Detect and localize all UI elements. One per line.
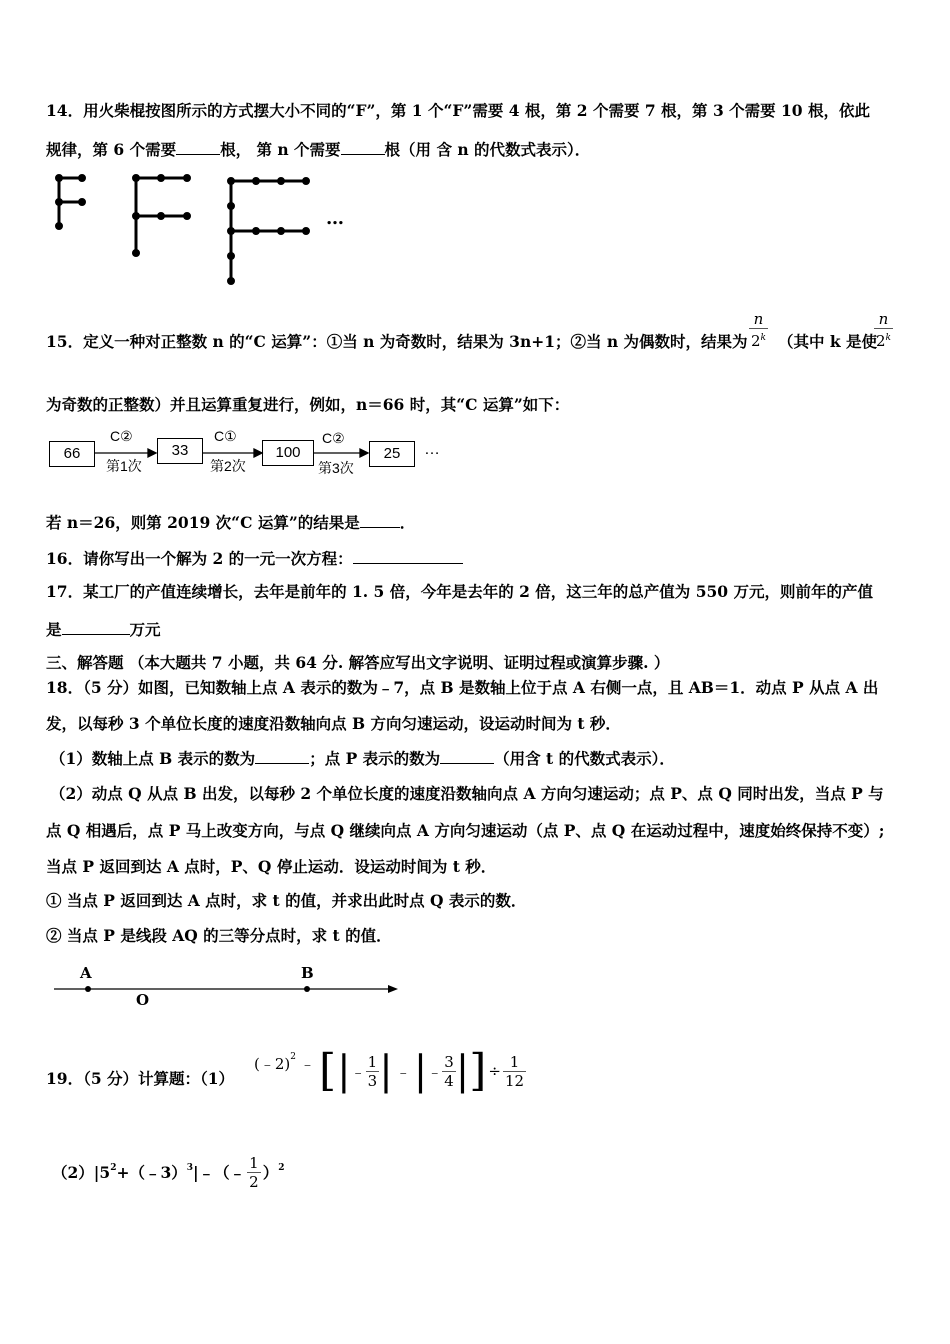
q18-line1: 18．（5 分）如图，已知数轴上点 A 表示的数为﹣7，点 B 是数轴上位于点 A 右侧一点，且 AB＝1．动点 P 从点 A 出: [46, 678, 879, 697]
f3-den: 12: [505, 1071, 525, 1090]
point-a-dot: [85, 986, 91, 992]
q18-line5: 点 Q 相遇后，点 P 马上改变方向，与点 Q 继续向点 A 方向匀速运动（点 P、点 Q 在运动过程中，速度始终保持不变）;: [46, 821, 885, 840]
q18-line8: ② 当点 P 是线段 AQ 的三等分点时，求 t 的值．: [46, 926, 392, 945]
part2-d: ）: [262, 1162, 279, 1182]
point-b-dot: [304, 986, 310, 992]
part2-b: +（﹣3）: [116, 1162, 187, 1182]
part2-exp1: 2: [110, 1162, 117, 1173]
q15-line3: [46, 512, 415, 533]
half-den: 2: [249, 1173, 259, 1191]
fraction-1-3: [366, 1053, 380, 1090]
frac-exponent: k: [885, 333, 892, 343]
abs-bar-1: |: [337, 1048, 351, 1094]
abs-bar-4: |: [455, 1048, 470, 1094]
right-bracket: ]: [469, 1045, 487, 1096]
flow-box-1: 66: [49, 441, 95, 467]
abs-bar-3: |: [413, 1048, 428, 1094]
label-o: O: [136, 991, 150, 1009]
frac-numerator: n: [753, 310, 764, 328]
fraction-1-12: [503, 1053, 526, 1090]
frac-denominator: 2: [876, 332, 886, 350]
left-bracket: [: [319, 1045, 337, 1096]
expr-minus-1: ﹣: [299, 1054, 315, 1073]
flow-op-2: C①: [214, 428, 237, 444]
answer-blank-b[interactable]: [255, 748, 309, 764]
q18-line3-part1: （1）数轴上点 B 表示的数为: [50, 749, 256, 768]
q15-line1-part2: （其中 k 是使: [778, 332, 878, 351]
expr-divide: ÷: [488, 1062, 501, 1080]
expr-base: (﹣2): [254, 1054, 291, 1073]
q17-line2: [46, 619, 161, 640]
f-figures-ellipsis: …: [326, 208, 344, 229]
frac-exponent: k: [760, 333, 767, 343]
part2-a: （2）|5: [52, 1162, 111, 1182]
f2-den: 4: [444, 1071, 454, 1090]
frac-numerator: n: [878, 310, 889, 328]
q18-line3-part3: （用含 t 的代数式表示）．: [494, 749, 675, 768]
q16-text: 16．请你写出一个解为 2 的一元一次方程：: [46, 549, 353, 568]
q19-part2: [52, 1154, 285, 1191]
q19-intro: 19．（5 分）计算题：（1）: [46, 1069, 235, 1088]
answer-blank-output[interactable]: [62, 619, 130, 635]
q15-line3-part1: 若 n＝26，则第 2019 次“C 运算”的结果是: [46, 513, 360, 532]
part2-exp3: 2: [278, 1162, 285, 1173]
q18-line6: 当点 P 返回到达 A 点时，P、Q 停止运动．设运动时间为 t 秒．: [46, 857, 497, 876]
label-a: A: [80, 964, 92, 982]
q18-line7: ① 当点 P 返回到达 A 点时，求 t 的值，并求出此时点 Q 表示的数．: [46, 891, 527, 910]
matchstick-f-figures: [40, 168, 400, 288]
flow-op-1: C②: [110, 428, 133, 444]
flow-step-2: 第2次: [210, 458, 246, 474]
f1-den: 3: [367, 1071, 378, 1090]
q19-expression-1: [254, 1046, 526, 1096]
number-line: [50, 974, 410, 1004]
q14-line2-part2: 根， 第 n 个需要: [220, 140, 341, 159]
q15-line2: 为奇数的正整数）并且运算重复进行，例如，n＝66 时，其“C 运算”如下：: [46, 395, 570, 414]
q15-line3-part2: ．: [399, 513, 416, 532]
section3-heading: 三、解答题 （本大题共 7 小题，共 64 分. 解答应写出文字说明、证明过程或演算步骤. ）: [46, 653, 670, 672]
flow-step-3: 第3次: [318, 460, 354, 476]
answer-blank-6th[interactable]: [176, 139, 220, 155]
q16-line: [46, 548, 463, 569]
abs-bar-2: |: [379, 1048, 393, 1094]
flow-op-3: C②: [322, 430, 345, 446]
flow-box-3: 100: [262, 440, 314, 466]
q14-line2-part1: 规律，第 6 个需要: [46, 140, 177, 159]
expr-minus-2: ﹣: [395, 1062, 411, 1081]
fraction-n-over-2k-2: [874, 310, 893, 350]
q18-line3-part2: ；点 P 表示的数为: [309, 749, 441, 768]
q18-line2: 发，以每秒 3 个单位长度的速度沿数轴向点 B 方向匀速运动，设运动时间为 t 秒．: [46, 714, 621, 733]
flow-ellipsis: …: [424, 441, 440, 458]
fraction-n-over-2k: [749, 310, 768, 350]
q17-line2-part1: 是: [46, 620, 62, 639]
fraction-1-2: [247, 1154, 261, 1191]
f3-num: 1: [509, 1052, 520, 1071]
half-num: 1: [249, 1154, 259, 1172]
expr-exp: 2: [290, 1052, 296, 1062]
answer-blank-equation[interactable]: [353, 548, 463, 564]
flow-box-2: 33: [157, 438, 203, 464]
q14-line2: [46, 139, 590, 160]
fraction-3-4: [442, 1053, 456, 1090]
part2-c: |﹣（﹣: [193, 1162, 246, 1182]
f2-num: 3: [444, 1052, 454, 1071]
answer-blank-2019[interactable]: [360, 512, 400, 528]
flow-box-4: 25: [369, 441, 415, 467]
flow-arrows: [90, 438, 470, 468]
expr-neg-2: ﹣: [427, 1062, 443, 1081]
q14-line2-part3: 根（用 含 n 的代数式表示）．: [384, 140, 591, 159]
q18-line3: [50, 748, 675, 769]
expr-neg-1: ﹣: [350, 1062, 366, 1081]
frac-denominator: 2: [751, 332, 761, 350]
q14-line1: 14．用火柴棍按图所示的方式摆大小不同的“F”，第 1 个“F”需要 4 根，第 2 个需要 7 根，第 3 个需要 10 根，依此: [46, 101, 870, 120]
flow-step-1: 第1次: [106, 458, 142, 474]
part2-exp2: 3: [186, 1162, 194, 1173]
label-b: B: [301, 964, 314, 982]
q15-line1-part1: 15．定义一种对正整数 n 的“C 运算”：①当 n 为奇数时，结果为 3n+1；②当 n 为偶数时，结果为: [46, 332, 748, 351]
answer-blank-nth[interactable]: [341, 139, 385, 155]
q18-line4: （2）动点 Q 从点 B 出发，以每秒 2 个单位长度的速度沿数轴向点 A 方向匀速运动；点 P、点 Q 同时出发，当点 P 与: [50, 784, 884, 803]
f1-num: 1: [367, 1052, 378, 1071]
q17-line2-part2: 万元: [129, 620, 161, 639]
q17-line1: 17．某工厂的产值连续增长，去年是前年的 1. 5 倍，今年是去年的 2 倍，这三年的总产值为 550 万元，则前年的产值: [46, 582, 873, 601]
answer-blank-p[interactable]: [440, 748, 494, 764]
